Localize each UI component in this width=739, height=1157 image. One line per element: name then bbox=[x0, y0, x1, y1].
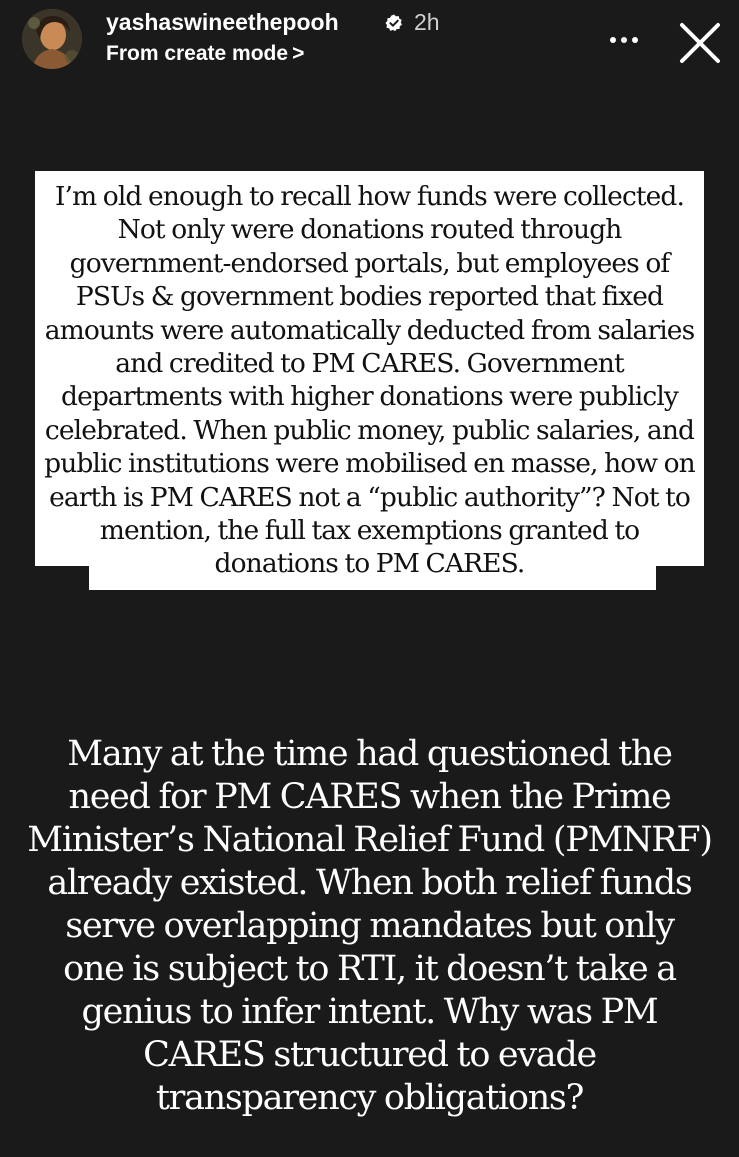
chevron-right-icon: > bbox=[292, 42, 305, 65]
body-line: one is subject to RTI, it doesn’t take a bbox=[63, 949, 676, 989]
verified-badge-icon bbox=[385, 14, 403, 32]
body-line: Many at the time had questioned the bbox=[67, 734, 672, 774]
body-line: need for PM CARES when the Prime bbox=[68, 777, 671, 817]
more-dots-icon[interactable] bbox=[606, 22, 642, 58]
quote-line: PSUs & government bodies reported that fixed bbox=[75, 281, 664, 313]
body-line: CARES structured to evade bbox=[143, 1035, 596, 1075]
quote-line: earth is PM CARES not a “public authority”? Not to bbox=[49, 481, 690, 513]
quote-line: amounts were automatically deducted from salaries bbox=[44, 314, 695, 346]
quote-line: I’m old enough to recall how funds were collected. bbox=[54, 181, 685, 212]
quote-line: mention, the full tax exemptions granted to bbox=[99, 515, 640, 547]
body-line: transparency obligations? bbox=[155, 1078, 584, 1118]
body-line: already existed. When both relief funds bbox=[47, 863, 692, 903]
story-header bbox=[0, 0, 739, 90]
quote-line: departments with higher donations were publicly bbox=[61, 381, 678, 413]
close-icon[interactable] bbox=[677, 20, 723, 66]
avatar[interactable] bbox=[22, 9, 82, 69]
post-timestamp: 2h bbox=[414, 9, 440, 35]
quote-text bbox=[35, 180, 704, 581]
username[interactable]: yashaswineethepooh bbox=[106, 9, 339, 35]
body-line: serve overlapping mandates but only bbox=[65, 906, 674, 946]
avatar-image bbox=[22, 9, 82, 69]
quote-line: Not only were donations routed through bbox=[117, 214, 622, 246]
body-line: Minister’s National Relief Fund (PMNRF) bbox=[27, 820, 712, 860]
body-line: genius to infer intent. Why was PM bbox=[81, 992, 658, 1032]
quote-line: government-endorsed portals, but employees of bbox=[69, 247, 670, 279]
create-mode-label: From create mode bbox=[106, 42, 289, 65]
quote-line: donations to PM CARES. bbox=[214, 548, 525, 580]
quote-line: and credited to PM CARES. Government bbox=[115, 348, 624, 380]
quote-line: celebrated. When public money, public salaries, and bbox=[44, 414, 695, 446]
quote-line: public institutions were mobilised en masse, how on bbox=[44, 448, 695, 480]
create-mode-link[interactable] bbox=[106, 42, 304, 66]
story-body-text bbox=[0, 733, 739, 1120]
